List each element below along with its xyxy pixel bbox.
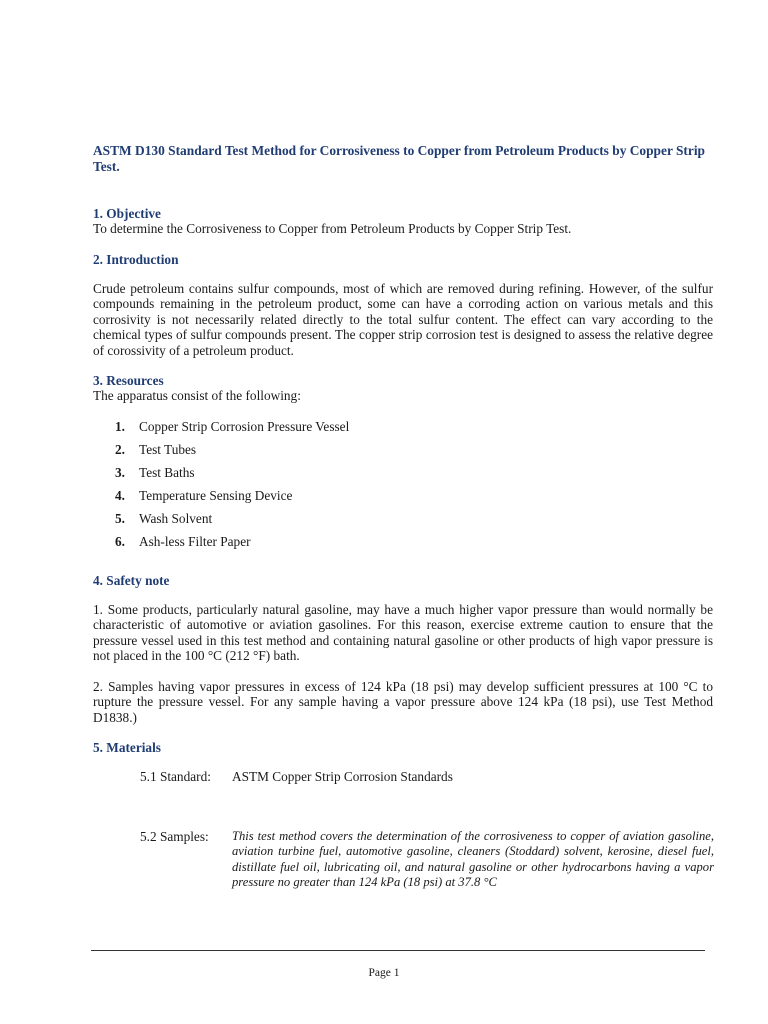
samples-value: This test method covers the determination of the corrosiveness to copper of aviation gasoline, aviation turbine fuel, automotive gasoline, cleaners (Stoddard) solvent, kerosine, diesel fuel, distillate fuel oil, lubricating oil, and natural gasoline or other hydrocarbons having a vapor pressure no greater than 124 kPa (18 psi) at 37.8 °C — [232, 829, 714, 890]
introduction-section — [93, 252, 713, 267]
safety-heading: 4. Safety note — [93, 573, 170, 588]
resources-intro: The apparatus consist of the following: — [93, 388, 301, 404]
page-number: Page 1 — [368, 967, 400, 979]
introduction-body — [93, 281, 713, 358]
resources-heading: 3. Resources — [93, 373, 164, 388]
introduction-heading: 2. Introduction — [93, 252, 179, 267]
list-item: 2. Test Tubes — [115, 442, 197, 458]
materials-heading: 5. Materials — [93, 740, 161, 755]
footer-rule — [91, 950, 705, 951]
list-item: 5. Wash Solvent — [115, 511, 213, 527]
introduction-text: Crude petroleum contains sulfur compounds, most of which are removed during refining. However, of the sulfur compounds remaining in the petroleum product, some can have a corroding action on various metals and this corrosivity is not necessarily related directly to the total sulfur content. The effect can vary according to the chemical types of sulfur compounds present. The copper strip corrosion test is designed to assess the relative degree of corossivity of a petroleum product. — [93, 281, 713, 358]
apparatus-list — [115, 419, 349, 558]
objective-heading: 1. Objective — [93, 206, 161, 221]
safety-section — [93, 573, 713, 588]
material-standard-row — [140, 769, 720, 789]
list-item: 1. Copper Strip Corrosion Pressure Vessel — [115, 419, 350, 434]
safety-note-1: 1. Some products, particularly natural gasoline, may have a much higher vapor pressure than would normally be characteristic of automotive or aviation gasolines. For this reason, exercise extreme caution to ensure that the pressure vessel used in this test method and containing natural gasoline or other products of high vapor pressure is not placed in the 100 °C (212 °F) bath. — [93, 602, 713, 664]
safety-note-2: 2. Samples having vapor pressures in excess of 124 kPa (18 psi) may develop sufficient pressures at 100 °C to rupture the pressure vessel. For any sample having a vapor pressure above 124 kPa (18 psi), use Test Method D1838.) — [93, 679, 713, 725]
list-item: 6. Ash-less Filter Paper — [115, 534, 251, 550]
objective-text: To determine the Corrosiveness to Copper from Petroleum Products by Copper Strip Test. — [93, 221, 572, 237]
list-item: 3. Test Baths — [115, 465, 195, 481]
resources-section — [93, 373, 713, 404]
samples-label: 5.2 Samples: — [140, 829, 209, 844]
objective-section — [93, 206, 713, 237]
material-samples-row — [140, 829, 720, 899]
list-item: 4. Temperature Sensing Device — [115, 488, 293, 504]
standard-label: 5.1 Standard: — [140, 769, 211, 784]
document-title: ASTM D130 Standard Test Method for Corrosiveness to Copper from Petroleum Products by Copper Strip Test. — [93, 143, 706, 174]
materials-section — [93, 740, 713, 755]
standard-value: ASTM Copper Strip Corrosion Standards — [232, 769, 453, 784]
